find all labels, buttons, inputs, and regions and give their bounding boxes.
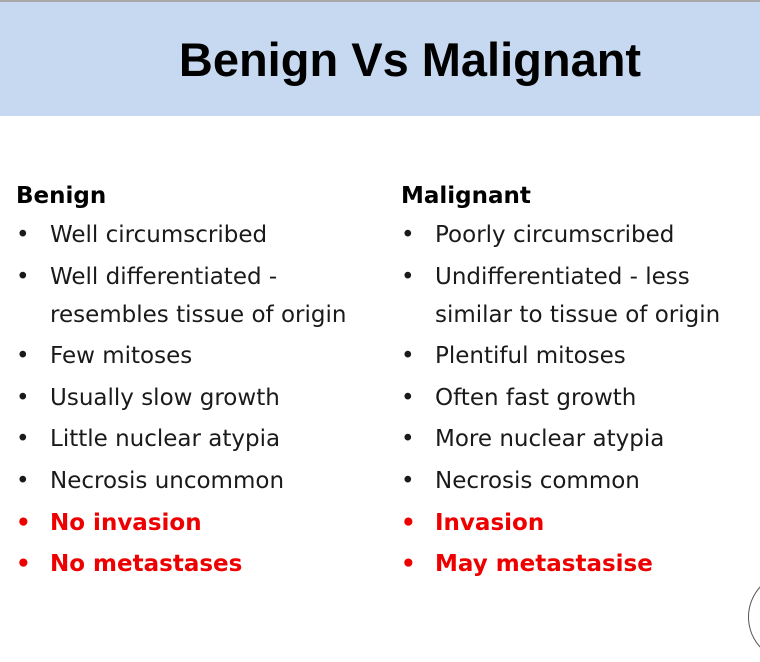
bullet-icon: • [401, 426, 415, 453]
malignant-point [401, 462, 756, 500]
benign-point-text: Well circumscribed [50, 222, 268, 248]
benign-column [16, 176, 386, 587]
malignant-point-text: More nuclear atypia [435, 426, 665, 453]
benign-point-text: No metastases [50, 551, 243, 578]
malignant-point [401, 258, 756, 334]
bullet-icon: • [401, 222, 415, 248]
malignant-point [401, 420, 756, 458]
benign-point [16, 258, 386, 334]
malignant-point [401, 337, 756, 375]
benign-point-text: No invasion [50, 509, 202, 536]
malignant-point-text: Undifferentiated - less [435, 263, 690, 290]
malignant-point [401, 504, 756, 542]
malignant-point [401, 216, 756, 254]
malignant-heading: Malignant [401, 183, 531, 209]
bullet-icon: • [401, 263, 415, 290]
benign-point-text: Few mitoses [50, 343, 193, 370]
benign-point-text: resembles tissue of origin [50, 301, 347, 328]
benign-point [16, 216, 386, 254]
bullet-icon: • [16, 263, 30, 290]
benign-point-text: Well differentiated - [50, 263, 278, 290]
bullet-icon: • [401, 509, 416, 536]
bullet-icon: • [16, 426, 30, 453]
bullet-icon: • [401, 343, 415, 370]
bullet-icon: • [401, 551, 416, 578]
benign-point [16, 337, 386, 375]
bullet-icon: • [16, 343, 30, 370]
malignant-point-text: Poorly circumscribed [435, 222, 675, 248]
benign-point [16, 504, 386, 542]
malignant-point-text: May metastasise [435, 551, 653, 578]
bullet-icon: • [16, 551, 31, 578]
malignant-point-text: similar to tissue of origin [435, 301, 721, 328]
bullet-icon: • [16, 222, 30, 248]
bullet-icon: • [16, 509, 31, 536]
slide-title: Benign Vs Malignant [178, 33, 642, 86]
benign-point-text: Little nuclear atypia [50, 426, 281, 453]
malignant-point-text: Often fast growth [435, 384, 637, 411]
benign-point-text: Necrosis uncommon [50, 467, 285, 494]
benign-heading: Benign [16, 183, 107, 209]
malignant-point [401, 545, 756, 583]
malignant-list [401, 216, 756, 583]
benign-list [16, 216, 386, 583]
malignant-point-text: Necrosis common [435, 467, 640, 494]
malignant-column [401, 176, 756, 587]
benign-point [16, 545, 386, 583]
bullet-icon: • [16, 384, 30, 411]
bullet-icon: • [401, 467, 415, 494]
malignant-point-text: Plentiful mitoses [435, 343, 626, 370]
benign-point [16, 420, 386, 458]
benign-point [16, 379, 386, 417]
malignant-point-text: Invasion [435, 509, 545, 536]
bullet-icon: • [16, 467, 30, 494]
benign-point-text: Usually slow growth [50, 384, 280, 411]
bullet-icon: • [401, 384, 415, 411]
title-band [0, 2, 760, 116]
benign-point [16, 462, 386, 500]
malignant-point [401, 379, 756, 417]
